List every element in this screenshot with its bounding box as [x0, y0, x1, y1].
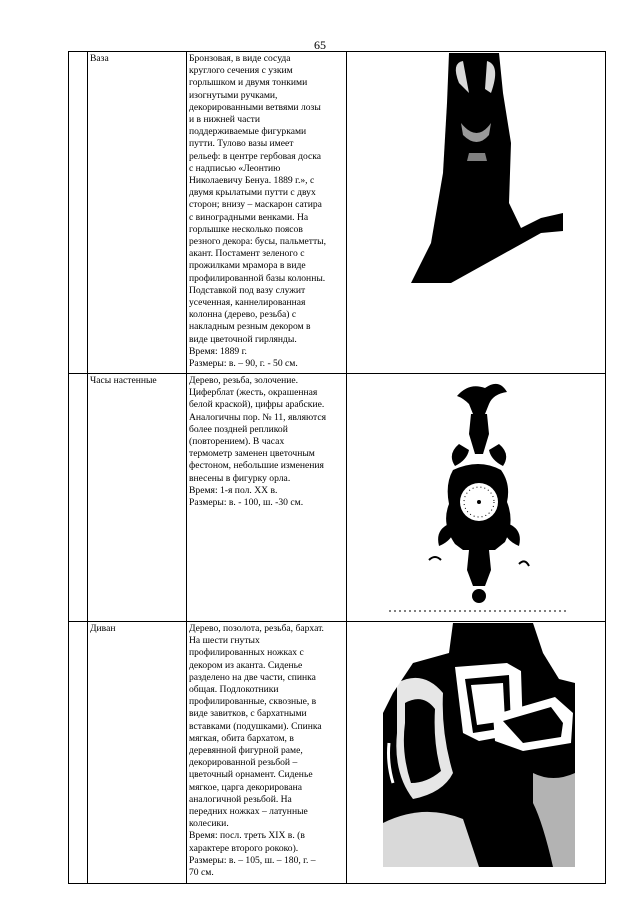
description-line: накладным резным декором в: [189, 321, 311, 333]
description-line: профилированных ножках с: [189, 647, 304, 659]
item-name: Диван: [88, 622, 187, 884]
sofa-photo: [383, 623, 575, 867]
vase-photo: [391, 53, 563, 283]
description-line: Дерево, резьба, золочение.: [189, 375, 299, 386]
table-row: [69, 622, 606, 884]
description-line: и в нижней части: [189, 114, 260, 126]
description-line: усеченная, каннелированная: [189, 297, 306, 309]
description-line: с виноградными венками. На: [189, 211, 309, 223]
item-description: [187, 622, 347, 884]
description-line: Дерево, позолота, резьба, бархат.: [189, 623, 324, 634]
description-line: декором из аканта. Сиденье: [189, 659, 303, 671]
description-line: деревянной фигурной раме,: [189, 745, 303, 757]
description-line: Время: посл. треть XIX в. (в: [189, 830, 305, 842]
description-line: Бронзовая, в виде сосуда: [189, 53, 291, 64]
description-line: передних ножках – латунные: [189, 806, 308, 818]
description-line: с надписью «Леонтию: [189, 162, 281, 174]
description-line: поддерживаемые фигурками: [189, 126, 307, 138]
description-line: мягкая, обита бархатом, в: [189, 732, 294, 744]
description-line: белой краской), цифры арабские.: [189, 399, 325, 411]
table-row: [69, 374, 606, 622]
description-line: более поздней репликой: [189, 423, 288, 435]
description-line: Размеры: в. – 105, ш. – 180, г. –: [189, 854, 316, 866]
wall-clock-photo: [389, 374, 567, 612]
catalog-table: [68, 51, 606, 884]
number-cell: [69, 52, 88, 374]
table-row: [69, 52, 606, 374]
description-line: декорированными ветвями лозы: [189, 101, 321, 113]
item-name: Часы настенные: [88, 374, 187, 622]
description-line: колесики.: [189, 818, 229, 830]
item-description: [187, 374, 347, 622]
photo-cell: [347, 52, 606, 374]
description-line: общая. Подлокотники: [189, 684, 279, 696]
photo-cell: [347, 622, 606, 884]
item-name: Ваза: [88, 52, 187, 374]
description-line: разделено на две части, спинка: [189, 671, 316, 683]
description-line: виде цветочной гирлянды.: [189, 333, 297, 345]
description-line: цветочный орнамент. Сиденье: [189, 769, 313, 781]
description-line: внесены в фигурку орла.: [189, 472, 291, 484]
description-line: Время: 1889 г.: [189, 345, 247, 357]
description-line: вставками (подушками). Спинка: [189, 720, 322, 732]
description-line: прожилками мрамора в виде: [189, 260, 306, 272]
description-line: виде завитков, с бархатными: [189, 708, 307, 720]
description-line: декорированной резьбой –: [189, 757, 298, 769]
description-line: путти. Тулово вазы имеет: [189, 138, 294, 150]
description-line: Подставкой под вазу служит: [189, 284, 306, 296]
description-line: Николаевичу Бенуа. 1889 г.», с: [189, 175, 315, 187]
description-line: акант. Постамент зеленого с: [189, 248, 305, 260]
description-line: фестоном, небольшие изменения: [189, 460, 324, 472]
number-cell: [69, 374, 88, 622]
description-line: горлышке несколько поясов: [189, 223, 303, 235]
description-line: 70 см.: [189, 867, 214, 879]
description-line: Размеры: в. - 100, ш. -30 см.: [189, 497, 304, 509]
description-line: характере второго рококо).: [189, 842, 299, 854]
description-line: профилированные, сквозные, в: [189, 696, 317, 708]
description-line: горлышком и двумя тонкими: [189, 77, 308, 89]
photo-cell: [347, 374, 606, 622]
description-line: круглого сечения с узким: [189, 65, 293, 77]
description-line: аналогичной резьбой. На: [189, 793, 292, 805]
description-line: колонна (дерево, резьба) с: [189, 309, 297, 321]
description-line: рельеф: в центре гербовая доска: [189, 150, 322, 162]
description-line: Время: 1-я пол. XX в.: [189, 484, 278, 496]
description-line: Циферблат (жесть, окрашенная: [189, 387, 318, 399]
description-line: двумя крылатыми путти с двух: [189, 187, 316, 199]
description-line: сторон; внизу – маскарон сатира: [189, 199, 322, 211]
description-line: профилированной базы колонны.: [189, 272, 326, 284]
description-line: На шести гнутых: [189, 635, 260, 647]
description-line: Размеры: в. – 90, г. - 50 см.: [189, 358, 298, 370]
description-line: Аналогичны пор. № 11, являются: [189, 411, 327, 423]
item-description: [187, 52, 347, 374]
description-line: изогнутыми ручками,: [189, 89, 278, 101]
description-line: термометр заменен цветочным: [189, 448, 315, 460]
description-line: мягкое, царга декорирована: [189, 781, 303, 793]
description-line: (повторением). В часах: [189, 436, 285, 448]
description-line: резного декора: бусы, пальметты,: [189, 236, 327, 248]
number-cell: [69, 622, 88, 884]
page-number: 65: [314, 38, 326, 52]
